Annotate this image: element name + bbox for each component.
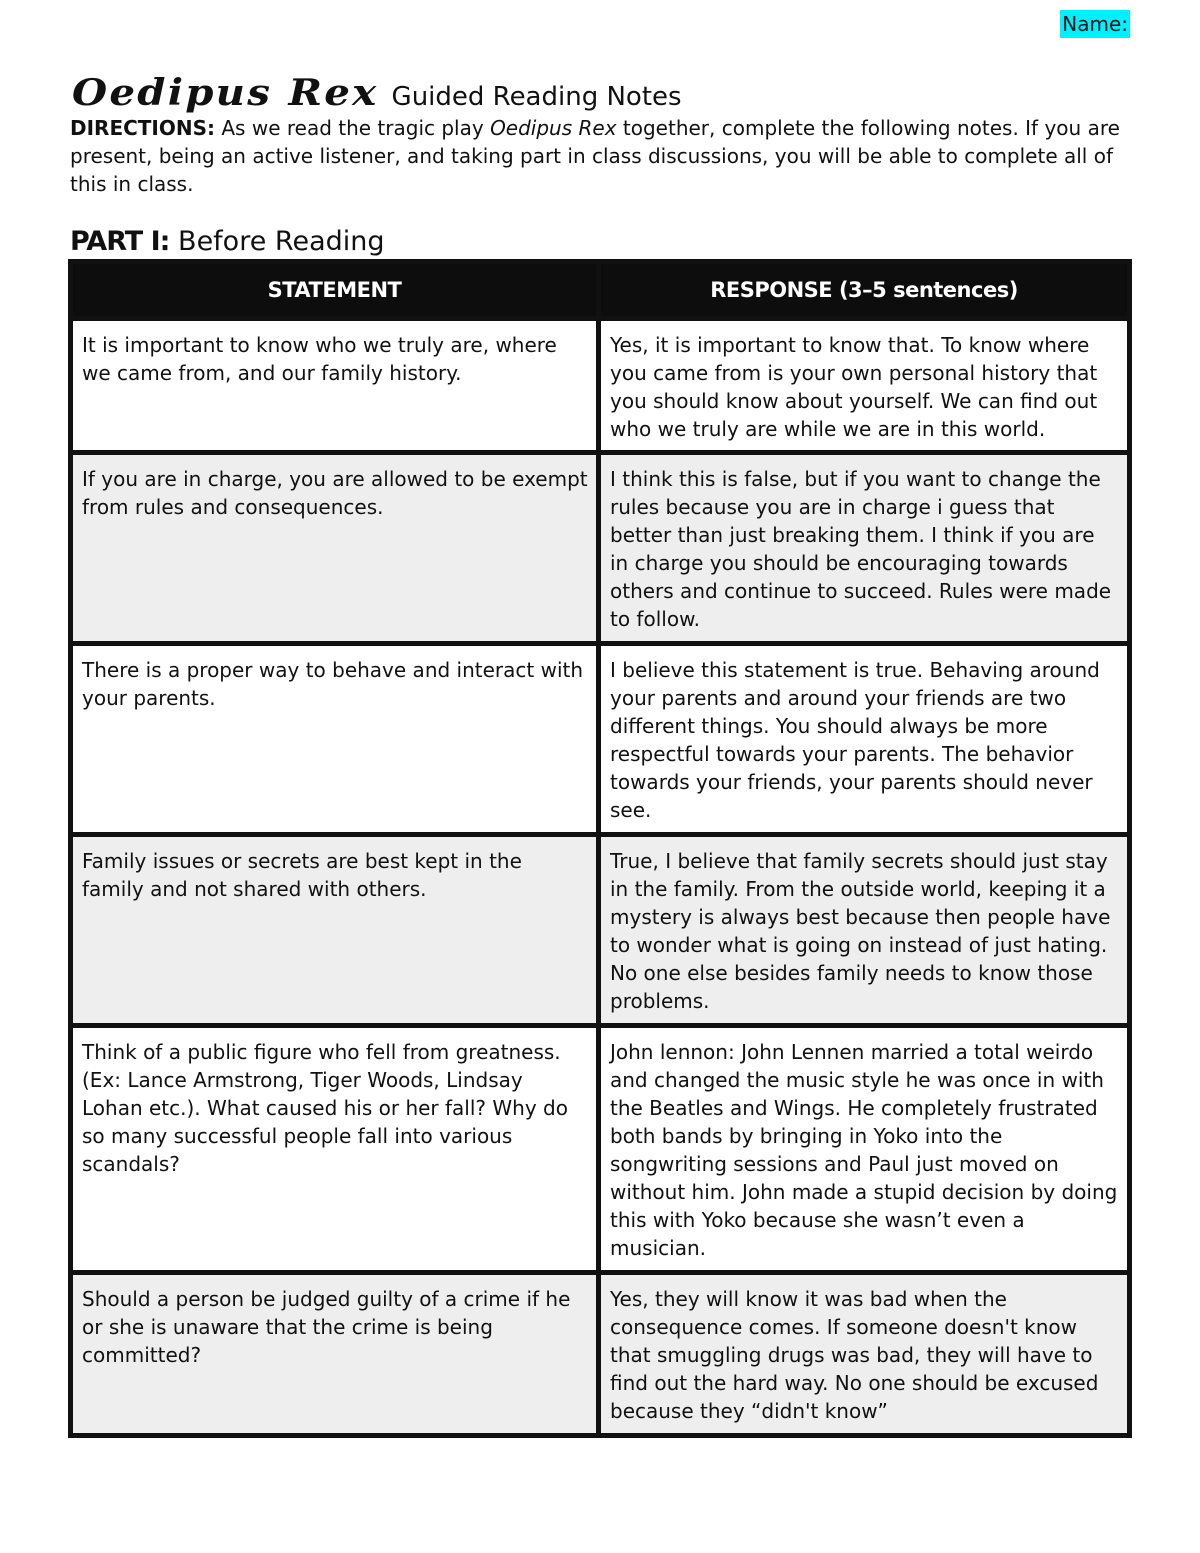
- part-title: Before Reading: [178, 226, 385, 257]
- table-row: [71, 835, 1130, 1026]
- table-row: [71, 1273, 1130, 1436]
- title-row: [72, 72, 682, 114]
- response-cell: Yes, it is important to know that. To know where you came from is your own personal history that you should know about yourself. We can find out who we truly are while we are in this world.: [599, 319, 1130, 453]
- table-header-row: [71, 262, 1130, 319]
- response-cell: John lennon: John Lennen married a total weirdo and changed the music style he was once in with the Beatles and Wings. He completely frustrated both bands by bringing in Yoko into the songwriting sessions and Paul just moved on without him. John made a stupid decision by doing this with Yoko because she wasn’t even a musician.: [599, 1026, 1130, 1273]
- part-label: PART I:: [70, 226, 170, 257]
- statement-cell: Should a person be judged guilty of a crime if he or she is unaware that the crime is being committed?: [71, 1273, 599, 1436]
- directions-text-after: together, complete the following notes. If you are present, being an active listener, and taking part in class discussions, you will be able to complete all of this in class.: [70, 116, 1120, 196]
- directions-paragraph: [70, 114, 1130, 198]
- document-subtitle: Guided Reading Notes: [391, 82, 682, 112]
- statement-cell: There is a proper way to behave and interact with your parents.: [71, 644, 599, 835]
- response-cell: True, I believe that family secrets should just stay in the family. From the outside world, keeping it a mystery is always best because then people have to wonder what is going on instead of just hating. No one else besides family needs to know those problems.: [599, 835, 1130, 1026]
- name-label: Name:: [1062, 12, 1128, 36]
- statement-cell: If you are in charge, you are allowed to be exempt from rules and consequences.: [71, 453, 599, 644]
- response-cell: Yes, they will know it was bad when the consequence comes. If someone doesn't know that smuggling drugs was bad, they will have to find out the hard way. No one should be excused because they “didn't know”: [599, 1273, 1130, 1436]
- statement-cell: Think of a public figure who fell from greatness. (Ex: Lance Armstrong, Tiger Woods, Lindsay Lohan etc.). What caused his or her fall? Why do so many successful people fall into various scandals?: [71, 1026, 599, 1273]
- notes-table: [68, 259, 1132, 1438]
- response-cell: I believe this statement is true. Behaving around your parents and around your friends are two different things. You should always be more respectful towards your parents. The behavior towards your friends, your parents should never see.: [599, 644, 1130, 835]
- header-response: RESPONSE (3–5 sentences): [599, 262, 1130, 319]
- header-statement: STATEMENT: [71, 262, 599, 319]
- table-row: [71, 644, 1130, 835]
- directions-play-title: Oedipus Rex: [490, 116, 617, 140]
- table-row: [71, 453, 1130, 644]
- table-row: [71, 319, 1130, 453]
- directions-text-before: As we read the tragic play: [221, 116, 484, 140]
- response-cell: I think this is false, but if you want to change the rules because you are in charge i guess that better than just breaking them. I think if you are in charge you should be encouraging towards others and continue to succeed. Rules were made to follow.: [599, 453, 1130, 644]
- part-heading: [70, 226, 385, 257]
- table-row: [71, 1026, 1130, 1273]
- statement-cell: Family issues or secrets are best kept in the family and not shared with others.: [71, 835, 599, 1026]
- document-title: Oedipus Rex: [72, 72, 379, 114]
- directions-label: DIRECTIONS:: [70, 116, 216, 140]
- statement-cell: It is important to know who we truly are, where we came from, and our family history.: [71, 319, 599, 453]
